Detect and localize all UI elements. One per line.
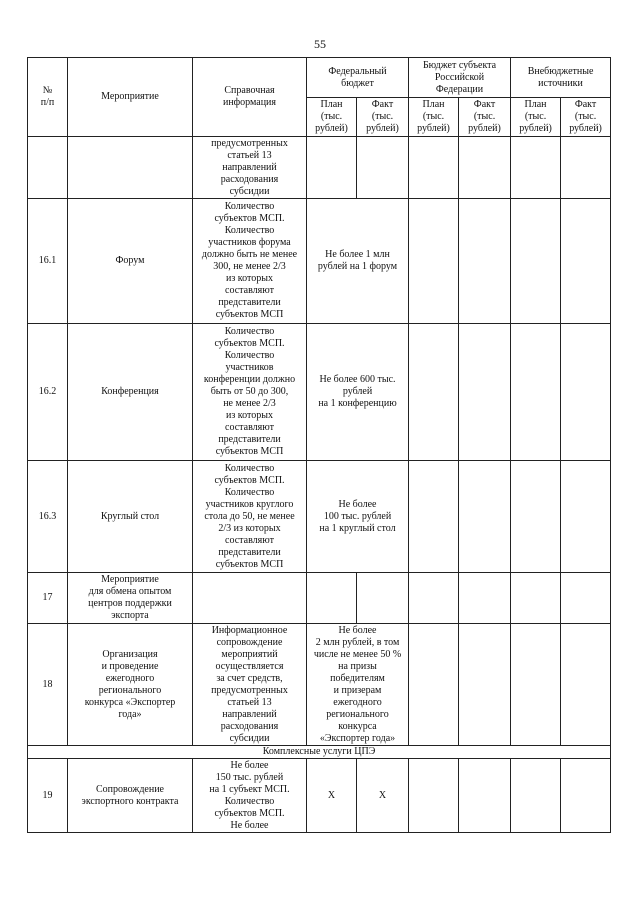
cell <box>561 759 611 833</box>
row-event: Организация и проведение ежегодного регионального конкурса «Экспортер года» <box>68 624 193 746</box>
row-budget: Не более 600 тыс. рублей на 1 конференцию <box>307 324 409 461</box>
cell <box>511 324 561 461</box>
header-event: Мероприятие <box>68 58 193 137</box>
header-offbudget: Внебюджетные источники <box>511 58 611 98</box>
cell <box>409 624 459 746</box>
table-row <box>28 624 611 746</box>
row-event: Круглый стол <box>68 461 193 573</box>
header-row-top <box>28 58 611 98</box>
row-info: Количество субъектов МСП. Количество участников конференции должно быть от 50 до 300, не менее 2/3 из которых составляют представители субъектов МСП <box>193 324 307 461</box>
cell <box>459 137 511 199</box>
row-info: предусмотренных статьей 13 направлений расходования субсидии <box>193 137 307 199</box>
cell <box>409 573 459 624</box>
cell <box>561 461 611 573</box>
section-title: Комплексные услуги ЦПЭ <box>28 746 611 759</box>
cell <box>307 573 357 624</box>
header-plan: План (тыс. рублей) <box>307 98 357 137</box>
header-regional: Бюджет субъекта Российской Федерации <box>409 58 511 98</box>
header-info: Справочная информация <box>193 58 307 137</box>
cell <box>561 199 611 324</box>
row-num: 19 <box>28 759 68 833</box>
cell <box>561 137 611 199</box>
header-plan: План (тыс. рублей) <box>511 98 561 137</box>
row-info: Количество субъектов МСП. Количество участников форума должно быть не менее 300, не менее 2/3 из которых составляют представители субъектов МСП <box>193 199 307 324</box>
header-fact: Факт (тыс. рублей) <box>561 98 611 137</box>
cell <box>459 199 511 324</box>
cell <box>459 461 511 573</box>
row-event: Мероприятие для обмена опытом центров поддержки экспорта <box>68 573 193 624</box>
page-number: 55 <box>314 37 326 51</box>
row-num: 17 <box>28 573 68 624</box>
header-num: № п/п <box>28 58 68 137</box>
cell <box>409 324 459 461</box>
cell <box>511 137 561 199</box>
cell <box>511 759 561 833</box>
cell <box>409 137 459 199</box>
cell <box>459 573 511 624</box>
cell <box>561 324 611 461</box>
row-num <box>28 137 68 199</box>
row-event <box>68 137 193 199</box>
row-fed-plan: Х <box>307 759 357 833</box>
row-fed-fact: Х <box>357 759 409 833</box>
row-info: Информационное сопровождение мероприятий осуществляется за счет средств, предусмотренных статьей 13 направлений расходования субсидии <box>193 624 307 746</box>
header-fact: Факт (тыс. рублей) <box>357 98 409 137</box>
row-budget: Не более 2 млн рублей, в том числе не менее 50 % на призы победителям и призерам ежегодного регионального конкурса «Экспортер года» <box>307 624 409 746</box>
row-info <box>193 573 307 624</box>
cell <box>511 573 561 624</box>
row-num: 16.1 <box>28 199 68 324</box>
cell <box>511 461 561 573</box>
cell <box>511 199 561 324</box>
row-info: Количество субъектов МСП. Количество участников круглого стола до 50, не менее 2/3 из которых составляют представители субъектов МСП <box>193 461 307 573</box>
cell <box>459 759 511 833</box>
cell <box>409 461 459 573</box>
row-num: 16.3 <box>28 461 68 573</box>
row-event: Форум <box>68 199 193 324</box>
budget-table <box>27 57 611 833</box>
cell <box>511 624 561 746</box>
table-row <box>28 573 611 624</box>
row-event: Конференция <box>68 324 193 461</box>
row-event: Сопровождение экспортного контракта <box>68 759 193 833</box>
cell <box>357 573 409 624</box>
cell <box>459 624 511 746</box>
row-budget: Не более 100 тыс. рублей на 1 круглый стол <box>307 461 409 573</box>
table-row <box>28 137 611 199</box>
cell <box>459 324 511 461</box>
header-plan: План (тыс. рублей) <box>409 98 459 137</box>
row-num: 18 <box>28 624 68 746</box>
cell <box>409 199 459 324</box>
table-row <box>28 324 611 461</box>
cell <box>561 573 611 624</box>
header-fact: Факт (тыс. рублей) <box>459 98 511 137</box>
cell <box>409 759 459 833</box>
table-row <box>28 199 611 324</box>
cell <box>561 624 611 746</box>
table-row <box>28 759 611 833</box>
row-num: 16.2 <box>28 324 68 461</box>
cell <box>307 137 357 199</box>
row-budget: Не более 1 млн рублей на 1 форум <box>307 199 409 324</box>
row-info: Не более 150 тыс. рублей на 1 субъект МСП. Количество субъектов МСП. Не более <box>193 759 307 833</box>
table-row <box>28 461 611 573</box>
cell <box>357 137 409 199</box>
section-row <box>28 746 611 759</box>
header-federal: Федеральный бюджет <box>307 58 409 98</box>
